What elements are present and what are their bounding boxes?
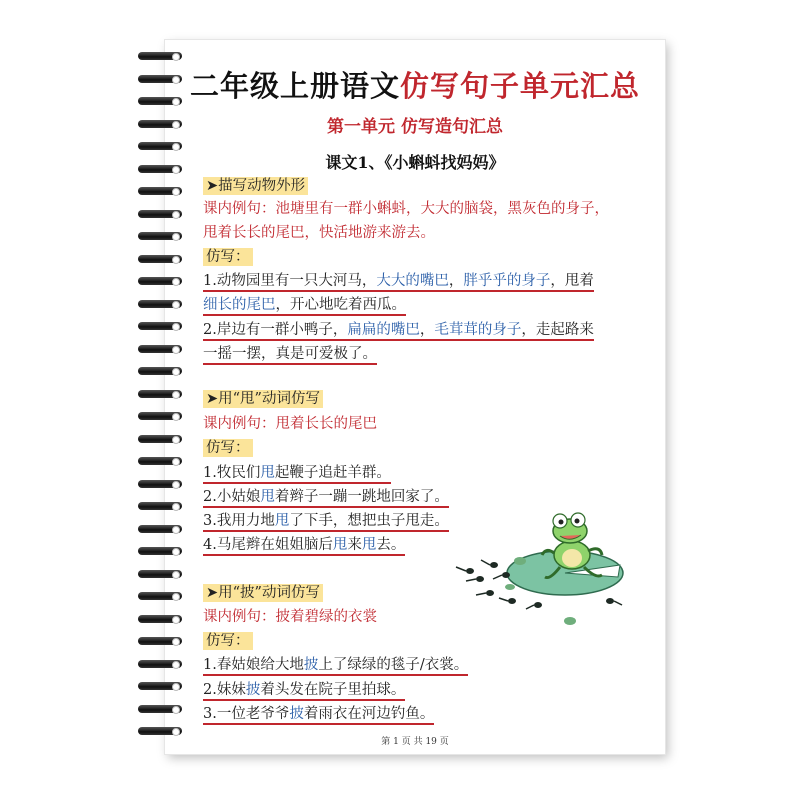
verb: 甩 [260,465,275,484]
text-part: 细长的尾巴 [203,297,276,316]
text-part: 毛茸茸的身子 [434,322,521,341]
section2-heading: ➤用“甩”动词仿写 [203,390,323,408]
sentence-2-line2 [203,342,377,363]
binding-ring [138,457,186,467]
binding-ring [138,322,186,332]
title-black-part: 二年级上册语文 [189,69,400,103]
spiral-binding [138,44,188,744]
binding-ring [138,592,186,602]
text-part: 了下手，想把虫子甩走。 [289,513,449,532]
list-item [203,509,449,530]
section3-heading: ➤用“披”动词仿写 [203,584,323,602]
section1-heading: ➤描写动物外形 [203,177,308,195]
binding-ring [138,210,186,220]
page-suffix: 页 [439,737,449,747]
example-sentence-line2: 甩着长长的尾巴，快活地游来游去。 [203,225,435,241]
page-mid: 页 共 [401,737,423,747]
fangxie-highlight: 仿写： [203,632,253,650]
text-part: 着雨衣在河边钓鱼。 [304,706,435,725]
list-item [203,461,391,482]
page-number [165,734,665,747]
sentence-2-line1 [203,318,594,339]
sentence-1-line2 [203,293,406,314]
text-part: 扁扁的嘴巴 [347,322,420,341]
binding-ring [138,412,186,422]
binding-ring [138,345,186,355]
list-item [203,533,405,554]
text-part: 3.我用力地 [203,513,275,532]
section-heading [203,174,308,195]
binding-ring [138,187,186,197]
page-title [165,64,665,105]
example-sentence-line1: 课内例句：池塘里有一群小蝌蚪，大大的脑袋，黑灰色的身子， [203,201,609,217]
total-pages: 19 [425,737,437,747]
verb: 甩 [362,537,377,556]
fangxie-label [203,436,253,457]
verb: 披 [289,706,304,725]
binding-ring [138,547,186,557]
example-sentence: 课内例句：披着碧绿的衣裳 [203,609,377,625]
text-part: 1.牧民们 [203,465,260,484]
list-item [203,702,434,723]
text-part: 2.岸边有一群小鸭子， [203,322,347,341]
binding-ring [138,232,186,242]
text-part: ，甩着 [550,273,594,292]
text-part: 着头发在院子里拍球。 [260,682,405,701]
sentence-1-line1 [203,269,594,290]
text-part: 着辫子一蹦一跳地回家了。 [275,489,449,508]
text-part: 3.一位老爷爷 [203,706,289,725]
text-part: 起鞭子追赶羊群。 [275,465,391,484]
fangxie-label [203,629,253,650]
text-part: 去。 [376,537,405,556]
lesson-title: 课文1、《小蝌蚪找妈妈》 [325,153,505,172]
text-part: 大大的嘴巴 [376,273,449,292]
binding-ring [138,52,186,62]
text-part: 2.妹妹 [203,682,246,701]
verb: 甩 [260,489,275,508]
section-heading [203,581,323,602]
text-part: ， [420,322,435,341]
text-part: 1.动物园里有一只大河马， [203,273,376,292]
text-part: 1.春姑娘给大地 [203,657,304,676]
frog-tadpole-illustration [450,505,650,645]
text-part: ， [449,273,464,292]
binding-ring [138,300,186,310]
binding-ring [138,660,186,670]
verb: 甩 [333,537,348,556]
text-part: 2.小姑娘 [203,489,260,508]
fangxie-label [203,245,253,266]
text-part: ，开心地吃着西瓜。 [276,297,407,316]
text-part: 上了绿绿的毯子/衣裳。 [318,657,468,676]
title-red-part: 仿写句子单元汇总 [400,69,641,103]
current-page: 1 [393,737,399,747]
binding-ring [138,255,186,265]
fangxie-highlight: 仿写： [203,439,253,457]
text-part: ，走起路来 [521,322,594,341]
binding-ring [138,390,186,400]
list-item [203,485,449,506]
binding-ring [138,277,186,287]
binding-ring [138,525,186,535]
list-item [203,653,468,674]
example-sentence: 课内例句：甩着长长的尾巴 [203,416,377,432]
binding-ring [138,367,186,377]
verb: 甩 [275,513,290,532]
binding-ring [138,502,186,512]
section-heading [203,387,323,408]
binding-ring [138,705,186,715]
binding-ring [138,682,186,692]
verb: 披 [304,657,319,676]
list-item [203,678,405,699]
text-part: 一摇一摆，真是可爱极了。 [203,346,377,365]
binding-ring [138,570,186,580]
text-part: 来 [347,537,362,556]
unit-subtitle: 第一单元 仿写造句汇总 [327,117,503,137]
binding-ring [138,637,186,647]
verb: 披 [246,682,261,701]
text-part: 4.马尾辫在姐姐脑后 [203,537,333,556]
binding-ring [138,435,186,445]
binding-ring [138,480,186,490]
fangxie-highlight: 仿写： [203,248,253,266]
page-prefix: 第 [381,737,391,747]
text-part: 胖乎乎的身子 [463,273,550,292]
binding-ring [138,615,186,625]
